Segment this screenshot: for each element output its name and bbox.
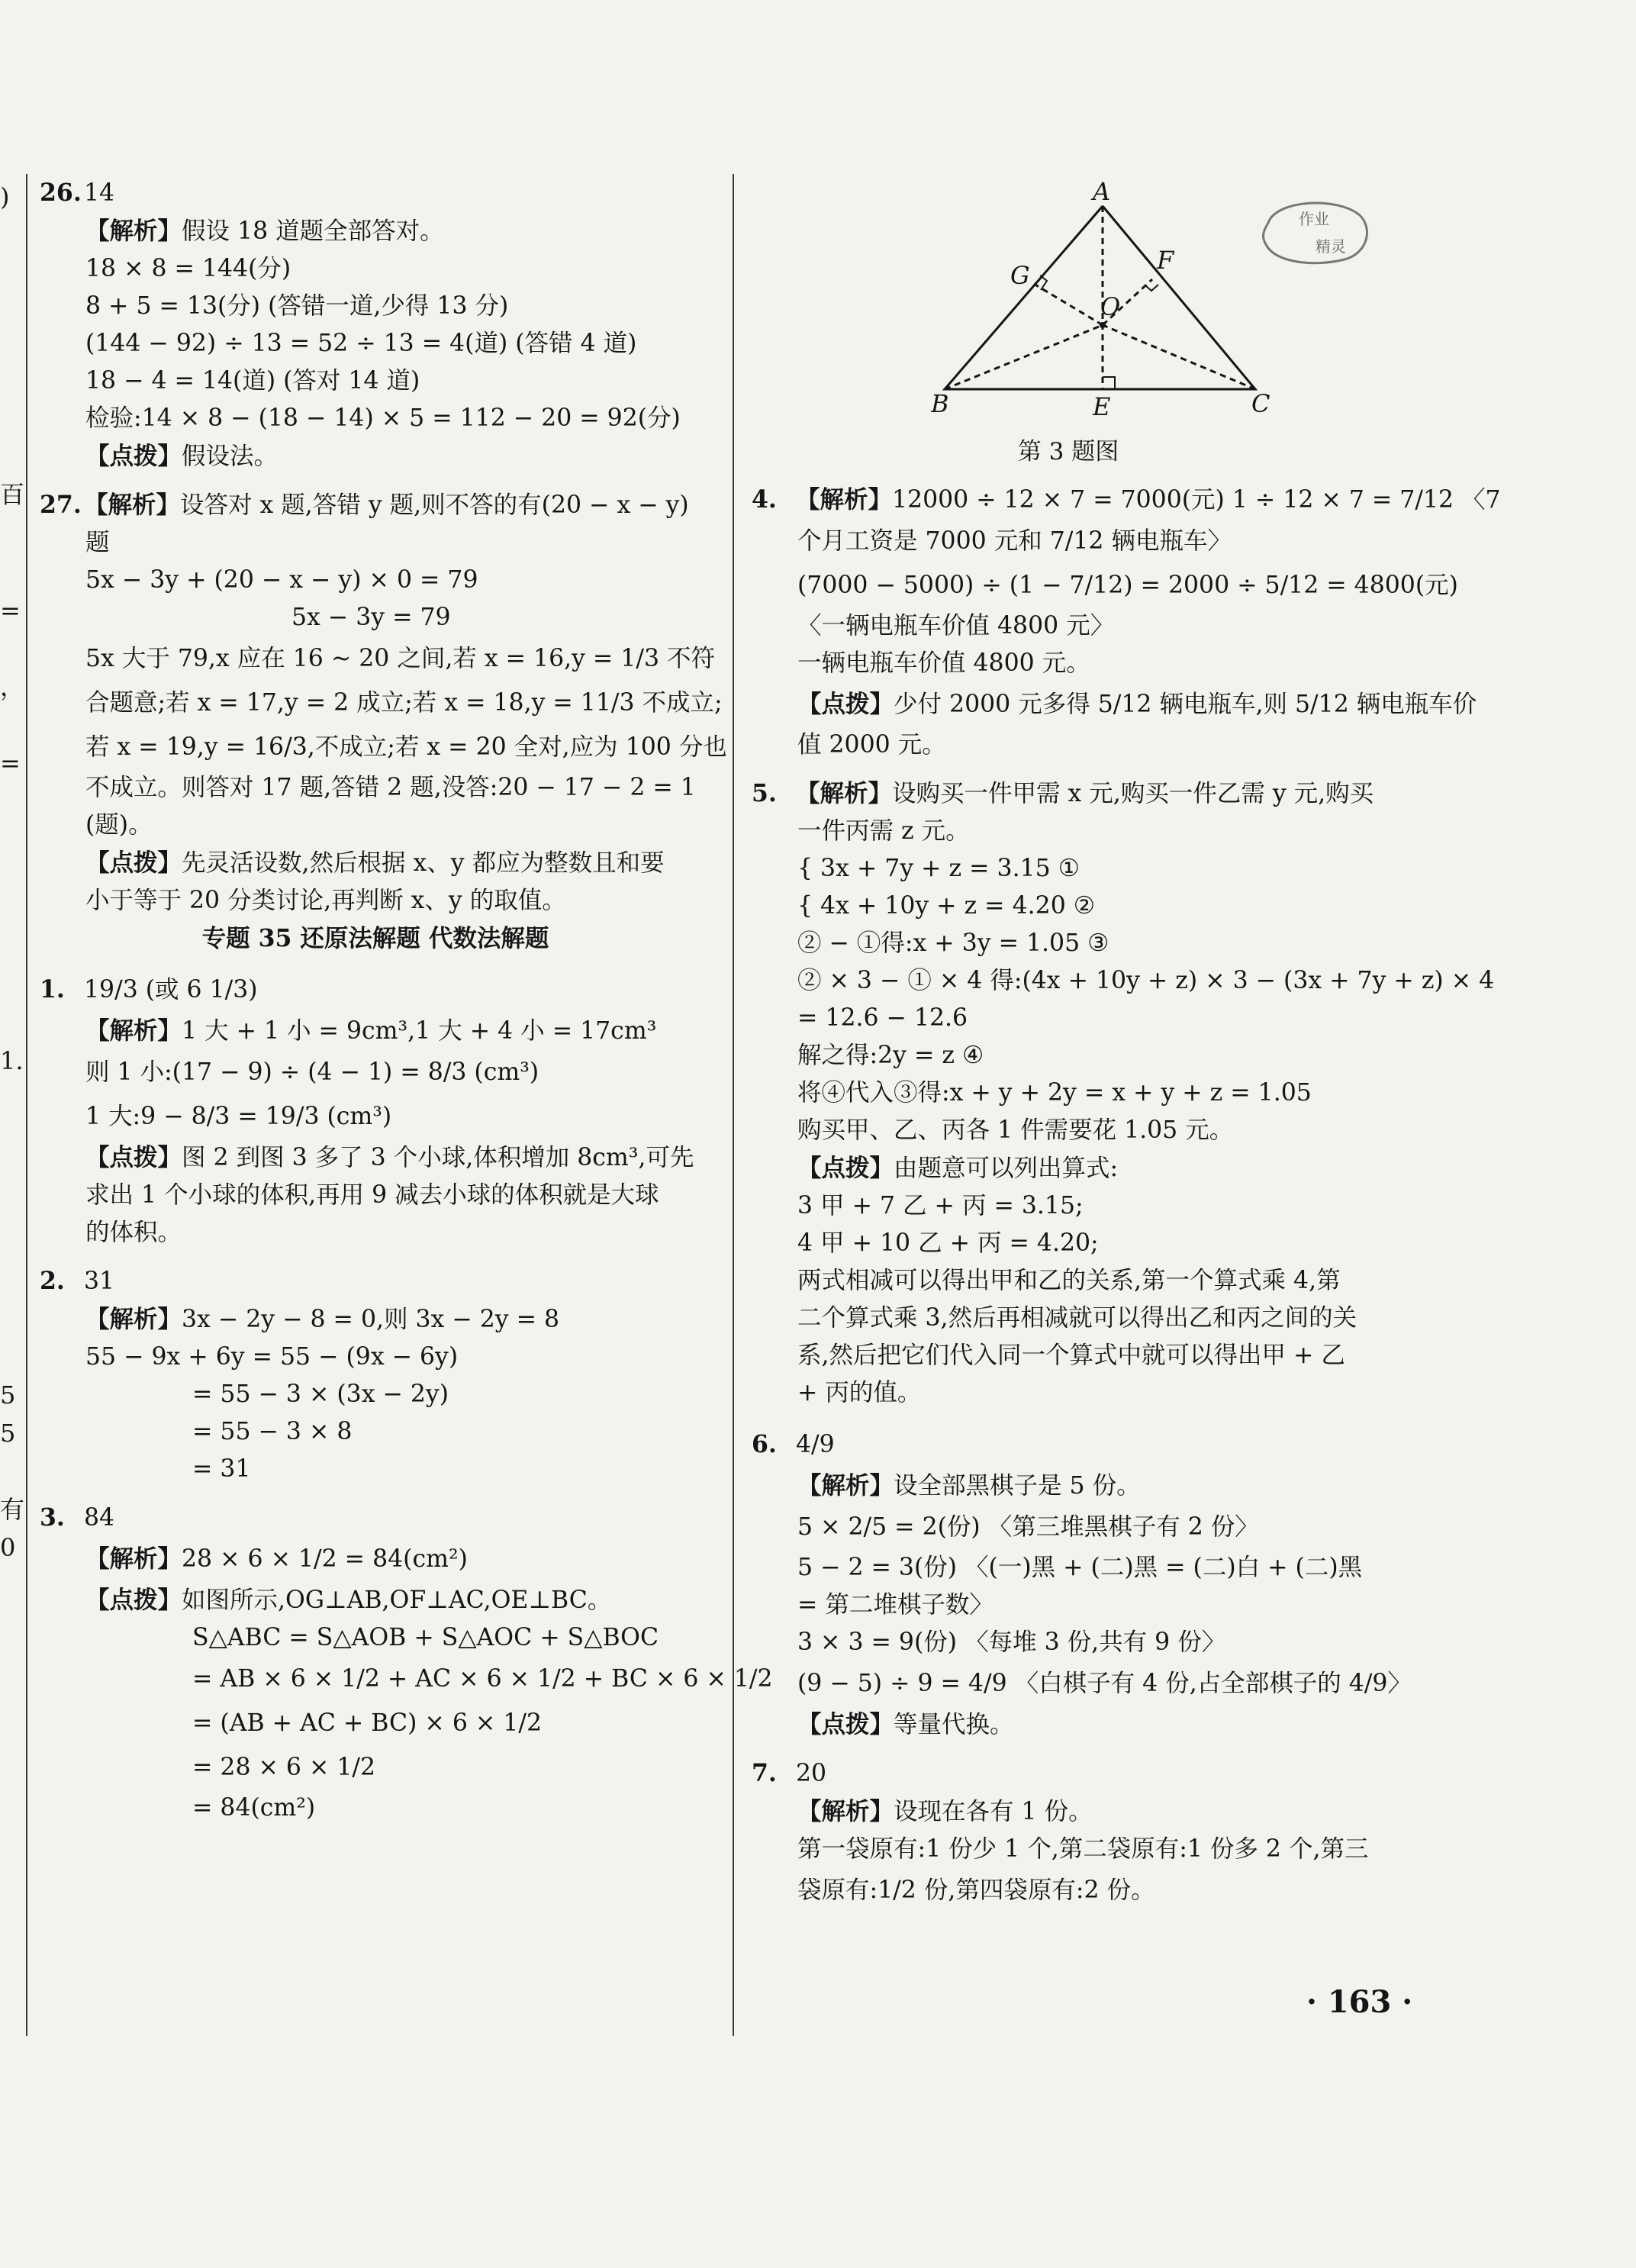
annotation-tag: 【解析】 — [797, 1797, 894, 1825]
segment-co — [1103, 325, 1255, 389]
margin-mark: ) — [0, 182, 10, 211]
text-line — [40, 212, 711, 250]
annotation-tag: 【点拨】 — [85, 1586, 182, 1614]
line-text: 3 甲 + 7 乙 + 丙 = 3.15; — [797, 1192, 1084, 1219]
text-line — [40, 1413, 711, 1451]
line-text: 合题意;若 x = 17,y = 2 成立;若 x = 18,y = 11/3 不成立; — [85, 689, 723, 717]
line-text: 5 − 2 = 3(份) 〈(一)黑 + (二)黑 = (二)白 + (二)黑 — [797, 1554, 1363, 1581]
text-line — [752, 1225, 1423, 1262]
line-text: { 4x + 10y + z = 4.20 ② — [797, 892, 1095, 920]
line-text: 系,然后把它们代入同一个算式中就可以得出甲 + 乙 — [797, 1342, 1345, 1369]
line-text: 等量代换。 — [894, 1711, 1014, 1738]
annotation-tag: 【解析】 — [796, 779, 893, 807]
line-text: 图 2 到图 3 多了 3 个小球,体积增加 8cm³,可先 — [182, 1144, 694, 1171]
line-text: 检验:14 × 8 − (18 − 14) × 5 = 112 − 20 = 92(分) — [85, 404, 681, 432]
line-text: 5x − 3y + (20 − x − y) × 0 = 79 — [85, 566, 478, 594]
column-divider — [733, 174, 734, 2036]
line-text: S△ABC = S△AOB + S△AOC + S△BOC — [192, 1624, 659, 1651]
line-text: 购买甲、乙、丙各 1 件需要花 1.05 元。 — [797, 1116, 1234, 1144]
line-text: 20 — [796, 1760, 827, 1787]
problem-line — [40, 968, 711, 1012]
problem-line — [40, 1262, 711, 1300]
right-angle-e — [1103, 377, 1115, 389]
text-line — [40, 1177, 711, 1214]
line-text: 设全部黑棋子是 5 份。 — [894, 1472, 1141, 1500]
point-o — [1100, 322, 1106, 328]
line-text: 将④代入③得:x + y + 2y = x + y + z = 1.05 — [797, 1079, 1312, 1107]
text-line — [752, 645, 1423, 682]
line-text: 设现在各有 1 份。 — [894, 1798, 1093, 1825]
text-line — [752, 563, 1458, 607]
problem-number: 27. — [40, 491, 82, 519]
annotation-tag: 【点拨】 — [85, 442, 182, 470]
text-line — [752, 1374, 1423, 1412]
text-line — [40, 1451, 711, 1488]
line-text: = (AB + AC + BC) × 6 × 1/2 — [192, 1709, 542, 1737]
text-line — [40, 681, 723, 725]
line-text: 由题意可以列出算式: — [894, 1155, 1119, 1182]
text-line — [752, 682, 1477, 726]
problem-number: 7. — [752, 1759, 777, 1787]
text-line — [40, 844, 711, 882]
line-text: (144 − 92) ÷ 13 = 52 ÷ 13 = 4(道) (答错 4 道) — [85, 330, 637, 357]
text-line — [40, 362, 711, 400]
text-line — [40, 1094, 711, 1139]
text-line — [40, 725, 727, 769]
text-line — [752, 1549, 1423, 1587]
text-line — [40, 437, 711, 475]
text-line — [752, 726, 1423, 764]
text-line — [752, 1262, 1423, 1300]
line-text: 31 — [84, 1268, 115, 1295]
margin-mark: 有 — [0, 1495, 25, 1524]
left-edge-rule — [26, 174, 27, 2036]
text-line — [40, 1581, 711, 1619]
text-line — [40, 1376, 711, 1413]
line-text: 求出 1 个小球的体积,再用 9 减去小球的体积就是大球 — [85, 1181, 659, 1209]
line-text: 的体积。 — [85, 1219, 182, 1246]
line-text: 假设 18 道题全部答对。 — [182, 217, 444, 245]
line-text: 12000 ÷ 12 × 7 = 7000(元) 1 ÷ 12 × 7 = 7/12 〈7 — [892, 486, 1501, 514]
text-line — [40, 599, 711, 636]
problem-number: 2. — [40, 1267, 65, 1295]
line-text: 28 × 6 × 1/2 = 84(cm²) — [182, 1545, 468, 1573]
margin-mark: ， — [0, 672, 25, 701]
line-text: 袋原有:1/2 份,第四袋原有:2 份。 — [797, 1877, 1155, 1904]
text-line — [752, 1831, 1423, 1868]
annotation-tag: 【解析】 — [85, 1305, 182, 1333]
margin-mark: 5 — [0, 1419, 16, 1448]
line-text: 5x − 3y = 79 — [291, 604, 451, 631]
text-line — [752, 1505, 1423, 1549]
text-line — [40, 1050, 711, 1094]
problem-number: 26. — [40, 179, 82, 207]
line-text: 个月工资是 7000 元和 7/12 辆电瓶车〉 — [797, 527, 1232, 555]
line-text: 一辆电瓶车价值 4800 元。 — [797, 649, 1090, 677]
line-text: { 3x + 7y + z = 3.15 ① — [797, 855, 1080, 882]
annotation-tag: 【解析】 — [797, 1471, 894, 1500]
label-c: C — [1251, 389, 1270, 418]
text-line — [40, 1214, 711, 1252]
line-text: = 12.6 − 12.6 — [797, 1004, 968, 1032]
line-text: 少付 2000 元多得 5/12 辆电瓶车,则 5/12 辆电瓶车价 — [894, 691, 1477, 718]
annotation-tag: 【点拨】 — [797, 690, 894, 718]
line-text: 4 甲 + 10 乙 + 丙 = 4.20; — [797, 1229, 1099, 1257]
text-line — [40, 325, 711, 362]
text-line — [752, 888, 1423, 925]
line-text: 8 + 5 = 13(分) (答错一道,少得 13 分) — [85, 292, 509, 320]
annotation-tag: 【点拨】 — [797, 1154, 894, 1182]
text-line — [752, 1337, 1423, 1374]
text-line — [40, 562, 711, 599]
text-line — [40, 1339, 711, 1376]
line-text: (9 − 5) ÷ 9 = 4/9 〈白棋子有 4 份,占全部棋子的 4/9〉 — [797, 1670, 1412, 1697]
margin-mark: 0 — [0, 1533, 16, 1562]
problem-line — [40, 1499, 711, 1537]
text-line — [752, 925, 1423, 962]
line-text: = 28 × 6 × 1/2 — [192, 1754, 376, 1781]
line-text: 若 x = 19,y = 16/3,不成立;若 x = 20 全对,应为 100 分也 — [85, 733, 727, 761]
line-text: 84 — [84, 1504, 115, 1532]
annotation-tag: 【解析】 — [85, 1545, 182, 1573]
line-text: 假设法。 — [182, 443, 279, 470]
line-text: 设购买一件甲需 x 元,购买一件乙需 y 元,购买 — [892, 780, 1374, 807]
text-line — [752, 1149, 1423, 1187]
text-line — [40, 524, 711, 562]
line-text: 55 − 9x + 6y = 55 − (9x − 6y) — [85, 1343, 459, 1371]
text-line — [752, 1661, 1423, 1706]
line-text: 18 × 8 = 144(分) — [85, 255, 291, 282]
line-text: 4/9 — [796, 1431, 835, 1458]
text-line — [40, 400, 711, 437]
text-line — [752, 519, 1423, 563]
text-line — [752, 1793, 1423, 1831]
annotation-tag: 【解析】 — [796, 485, 893, 514]
problem-number: 3. — [40, 1503, 65, 1532]
page-number: · 163 · — [1306, 1984, 1413, 2020]
line-text: = AB × 6 × 1/2 + AC × 6 × 1/2 + BC × 6 × 1/2 — [192, 1665, 773, 1693]
problem-line — [40, 174, 711, 212]
problem-line — [752, 775, 1423, 813]
annotation-tag: 【点拨】 — [85, 849, 182, 877]
segment-bo — [945, 325, 1103, 389]
line-text: 3 × 3 = 9(份) 〈每堆 3 份,共有 9 份〉 — [797, 1629, 1226, 1656]
text-line — [752, 1300, 1423, 1337]
label-b: B — [931, 389, 949, 418]
text-line — [40, 1790, 711, 1827]
text-line — [752, 1037, 1423, 1074]
text-line — [752, 607, 1423, 645]
label-a: A — [1093, 177, 1111, 206]
line-text: 小于等于 20 分类讨论,再判断 x、y 的取值。 — [85, 887, 566, 914]
line-text: ② × 3 − ① × 4 得:(4x + 10y + z) × 3 − (3x + 7y + z) × 4 — [797, 967, 1495, 994]
line-text: 5x 大于 79,x 应在 16 ~ 20 之间,若 x = 16,y = 1/3 不符 — [85, 645, 716, 672]
margin-mark: = — [0, 749, 21, 778]
line-text: = 55 − 3 × 8 — [192, 1418, 353, 1445]
line-text: (题)。 — [85, 811, 153, 839]
text-line — [752, 1000, 1423, 1037]
label-f: F — [1157, 246, 1174, 275]
text-line — [40, 882, 711, 920]
text-line — [40, 1300, 711, 1339]
annotation-tag: 【解析】 — [85, 1016, 182, 1045]
section-heading — [40, 920, 711, 957]
label-o: O — [1100, 292, 1121, 321]
annotation-tag: 【点拨】 — [85, 1143, 182, 1171]
problem-line — [752, 481, 1501, 519]
line-text: + 丙的值。 — [797, 1379, 922, 1406]
text-line — [752, 850, 1423, 888]
label-g: G — [1010, 261, 1030, 290]
line-text: 专题 35 还原法解题 代数法解题 — [201, 924, 549, 952]
text-line — [40, 1657, 773, 1701]
line-text: 如图所示,OG⊥AB,OF⊥AC,OE⊥BC。 — [182, 1587, 612, 1614]
line-text: = 55 − 3 × (3x − 2y) — [192, 1380, 449, 1408]
stamp-text: 精灵 — [1316, 237, 1346, 256]
line-text: 18 − 4 = 14(道) (答对 14 道) — [85, 367, 420, 395]
line-text: ② − ①得:x + 3y = 1.05 ③ — [797, 929, 1109, 957]
margin-mark: 1. — [0, 1046, 24, 1075]
annotation-tag: 【解析】 — [85, 217, 182, 245]
text-line — [40, 636, 716, 681]
problem-number: 6. — [752, 1430, 777, 1458]
text-line — [752, 1624, 1423, 1661]
line-text: 1 大:9 − 8/3 = 19/3 (cm³) — [85, 1103, 392, 1130]
stamp-logo — [1253, 192, 1375, 269]
problem-number: 4. — [752, 485, 777, 514]
line-text: 解之得:2y = z ④ — [797, 1042, 984, 1069]
margin-mark: 5 — [0, 1380, 16, 1409]
line-text: 两式相减可以得出甲和乙的关系,第一个算式乘 4,第 — [797, 1267, 1341, 1294]
stamp-text: 作业 — [1299, 210, 1329, 228]
segment-og — [1034, 284, 1103, 325]
line-text: 不成立。则答对 17 题,答错 2 题,没答:20 − 17 − 2 = 1 — [85, 774, 696, 801]
line-text: 设答对 x 题,答错 y 题,则不答的有(20 − x − y) — [180, 491, 689, 519]
line-text: 5 × 2/5 = 2(份) 〈第三堆黑棋子有 2 份〉 — [797, 1513, 1259, 1541]
right-angle-f — [1145, 285, 1158, 291]
text-line — [752, 1112, 1423, 1149]
problem-number: 1. — [40, 975, 65, 1004]
problem-line — [40, 486, 711, 524]
annotation-tag: 【点拨】 — [797, 1710, 894, 1738]
problem-line — [752, 1754, 1423, 1793]
line-text: 3x − 2y − 8 = 0,则 3x − 2y = 8 — [182, 1306, 560, 1333]
line-text: = 第二堆棋子数〉 — [797, 1591, 994, 1619]
line-text: 〈一辆电瓶车价值 4800 元〉 — [797, 612, 1115, 639]
text-line — [752, 1868, 1423, 1912]
text-line — [40, 1537, 711, 1581]
text-line — [40, 1745, 711, 1790]
text-line — [752, 813, 1423, 850]
line-text: 一件丙需 z 元。 — [797, 817, 970, 845]
label-e: E — [1093, 392, 1111, 421]
figure-caption: 第 3 题图 — [1017, 438, 1119, 466]
text-line — [40, 1619, 711, 1657]
line-text: = 31 — [192, 1455, 251, 1483]
text-line — [752, 962, 1495, 1000]
problem-line — [752, 1422, 1423, 1467]
right-column — [752, 481, 1501, 1912]
line-text: 1 大 + 1 小 = 9cm³,1 大 + 4 小 = 17cm³ — [182, 1017, 657, 1045]
annotation-tag: 【解析】 — [84, 491, 181, 519]
line-text: 14 — [84, 179, 115, 207]
line-text: = 84(cm²) — [192, 1794, 316, 1822]
line-text: (7000 − 5000) ÷ (1 − 7/12) = 2000 ÷ 5/12 = 4800(元) — [797, 572, 1458, 599]
text-line — [40, 769, 711, 807]
text-line — [40, 1012, 711, 1050]
line-text: 值 2000 元。 — [797, 731, 946, 759]
text-line — [752, 1467, 1423, 1505]
text-line — [40, 288, 711, 325]
line-text: 则 1 小:(17 − 9) ÷ (4 − 1) = 8/3 (cm³) — [85, 1058, 539, 1086]
text-line — [752, 1074, 1423, 1112]
line-text: 先灵活设数,然后根据 x、y 都应为整数且和要 — [182, 849, 665, 877]
line-text: 第一袋原有:1 份少 1 个,第二袋原有:1 份多 2 个,第三 — [797, 1835, 1369, 1863]
margin-mark: = — [0, 596, 21, 625]
text-line — [752, 1706, 1423, 1744]
left-column — [40, 174, 773, 1827]
text-line — [752, 1587, 1423, 1624]
text-line — [752, 1187, 1423, 1225]
text-line — [40, 1701, 711, 1745]
margin-mark: 百 — [0, 480, 25, 509]
line-text: 19/3 (或 6 1/3) — [84, 976, 258, 1004]
text-line — [40, 250, 711, 288]
line-text: 二个算式乘 3,然后再相减就可以得出乙和丙之间的关 — [797, 1304, 1357, 1332]
text-line — [40, 1139, 711, 1177]
text-line — [40, 807, 711, 844]
problem-number: 5. — [752, 779, 777, 807]
line-text: 题 — [85, 529, 110, 556]
